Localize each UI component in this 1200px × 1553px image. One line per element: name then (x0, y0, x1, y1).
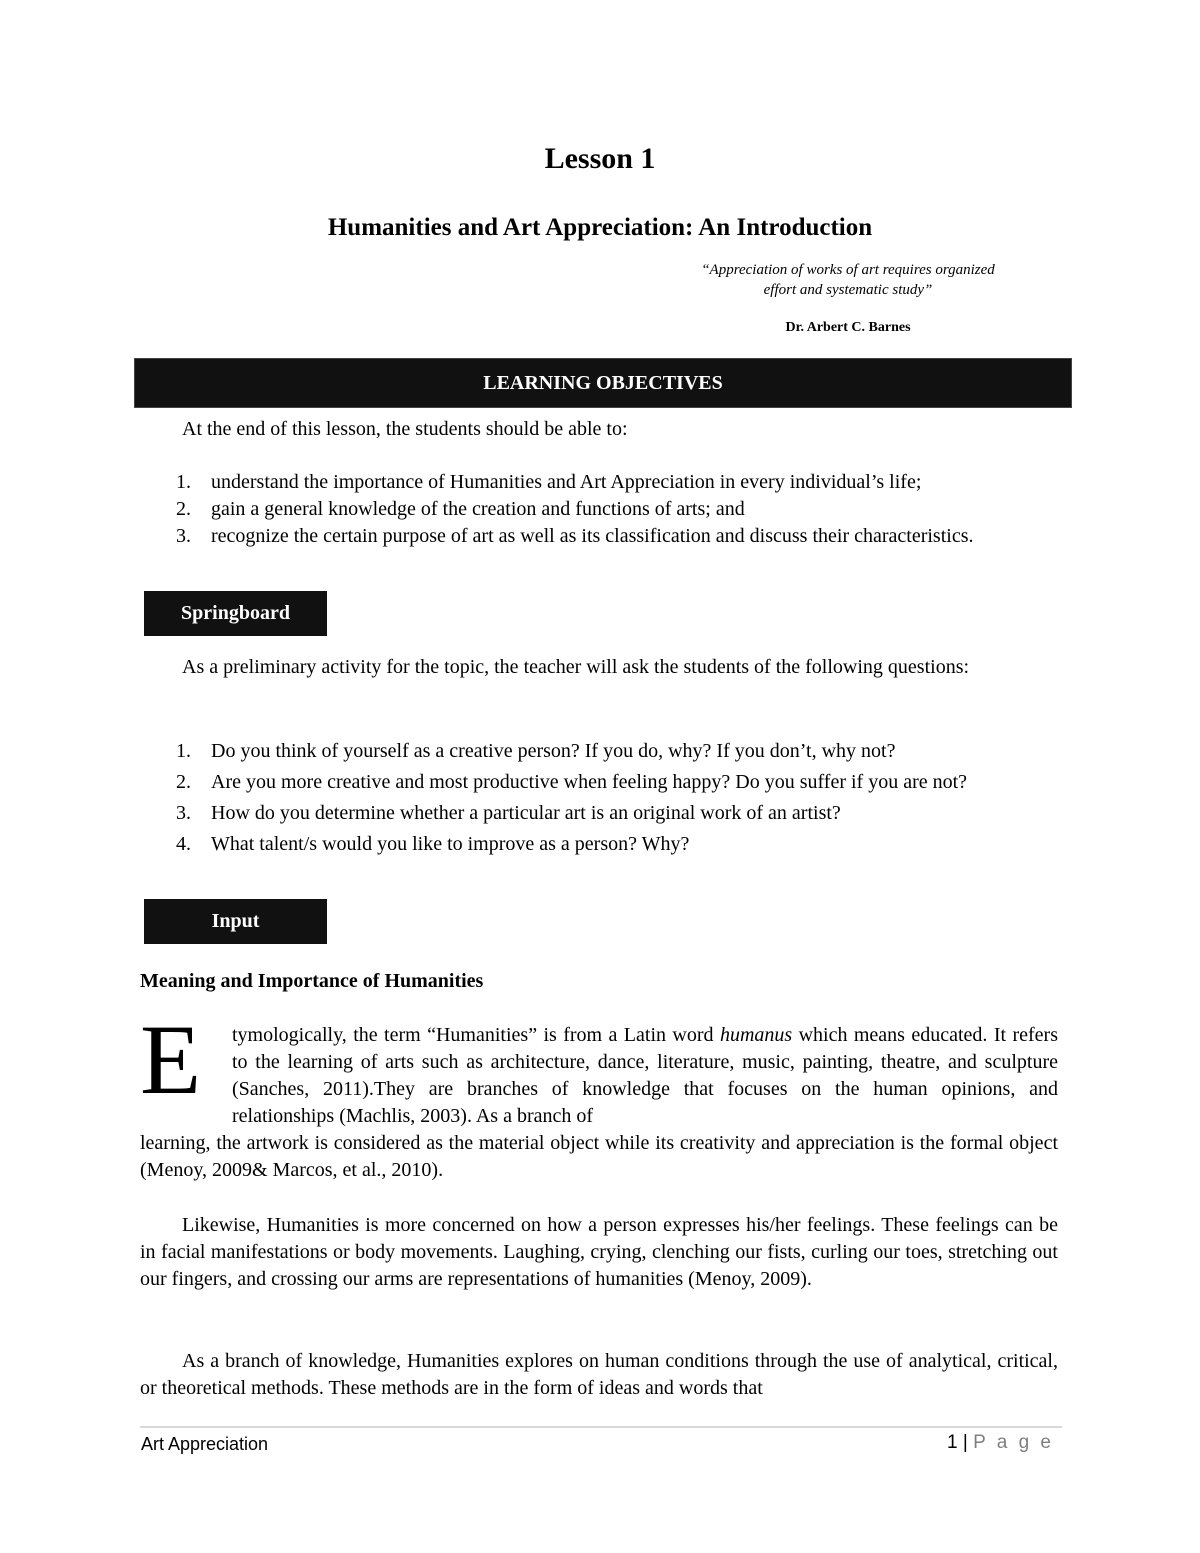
page-indicator (900, 1432, 1054, 1454)
paragraph-text: tymologically, the term “Humanities” is from a Latin word humanus which means educated. It refers to the learning of arts such as architecture, dance, literature, music, painting, theatre, and sculpture (Sanches, 2011).They are branches of knowledge that focuses on the human opinions, and relationships (Machlis, 2003). As a branch of (232, 1024, 1058, 1127)
page-number: 1 (947, 1432, 958, 1453)
list-text: Are you more creative and most productive when feeling happy? Do you suffer if you are not? (211, 771, 968, 793)
objectives-list (140, 469, 1058, 550)
paragraph-continuation: learning, the artwork is considered as the material object while its creativity and appreciation is the formal object (Menoy, 2009& Marcos, et al., 2010). (140, 1132, 1058, 1181)
list-item (140, 469, 1058, 496)
list-item (140, 767, 1058, 798)
objectives-intro: At the end of this lesson, the students should be able to: (182, 418, 628, 440)
springboard-label: Springboard (144, 591, 327, 636)
list-number: 2. (176, 771, 191, 793)
lesson-subtitle: Humanities and Art Appreciation: An Introduction (327, 214, 873, 241)
paragraph-dropcap-lines (232, 1022, 1058, 1130)
list-text: recognize the certain purpose of art as well as its classification and discuss their characteristics. (211, 525, 974, 547)
quote-line: “Appreciation of works of art requires organized (701, 262, 995, 278)
list-number: 4. (176, 833, 191, 855)
springboard-questions (140, 736, 1058, 860)
section-heading: Meaning and Importance of Humanities (140, 970, 484, 992)
page-label: P a g e (973, 1432, 1054, 1453)
list-number: 1. (176, 471, 191, 493)
latin-term: humanus (719, 1024, 793, 1046)
lesson-title: Lesson 1 (544, 142, 656, 175)
epigraph-quote (668, 260, 1028, 300)
paragraph: As a branch of knowledge, Humanities explores on human conditions through the use of analytical, critical, or theoretical methods. These methods are in the form of ideas and words that (140, 1350, 1058, 1399)
footer-title: Art Appreciation (141, 1434, 269, 1454)
list-text: gain a general knowledge of the creation and functions of arts; and (211, 498, 745, 520)
springboard-intro: As a preliminary activity for the topic, the teacher will ask the students of the following questions: (182, 656, 970, 678)
list-number: 3. (176, 802, 191, 824)
drop-cap: E (140, 1004, 202, 1115)
quote-author: Dr. Arbert C. Barnes (785, 320, 911, 335)
paragraph: Likewise, Humanities is more concerned on how a person expresses his/her feelings. These feelings can be in facial manifestations or body movements. Laughing, crying, clenching our fists, curling our toes, stretching out our fingers, and crossing our arms are representations of humanities (Menoy, 2009). (140, 1214, 1058, 1290)
list-item (140, 736, 1058, 767)
list-item (140, 829, 1058, 860)
list-number: 3. (176, 525, 191, 547)
list-text: How do you determine whether a particular art is an original work of an artist? (211, 802, 841, 824)
list-text: What talent/s would you like to improve as a person? Why? (211, 833, 690, 855)
learning-objectives-banner: LEARNING OBJECTIVES (134, 358, 1072, 408)
footer-divider (140, 1426, 1062, 1428)
list-item (140, 798, 1058, 829)
input-label: Input (144, 899, 327, 944)
quote-line: effort and systematic study” (763, 282, 933, 298)
list-item (140, 523, 1058, 550)
list-text: understand the importance of Humanities and Art Appreciation in every individual’s life; (211, 471, 922, 493)
list-item (140, 496, 1058, 523)
list-number: 2. (176, 498, 191, 520)
list-number: 1. (176, 740, 191, 762)
page-separator: | (962, 1432, 968, 1453)
list-text: Do you think of yourself as a creative person? If you do, why? If you don’t, why not? (211, 740, 896, 762)
